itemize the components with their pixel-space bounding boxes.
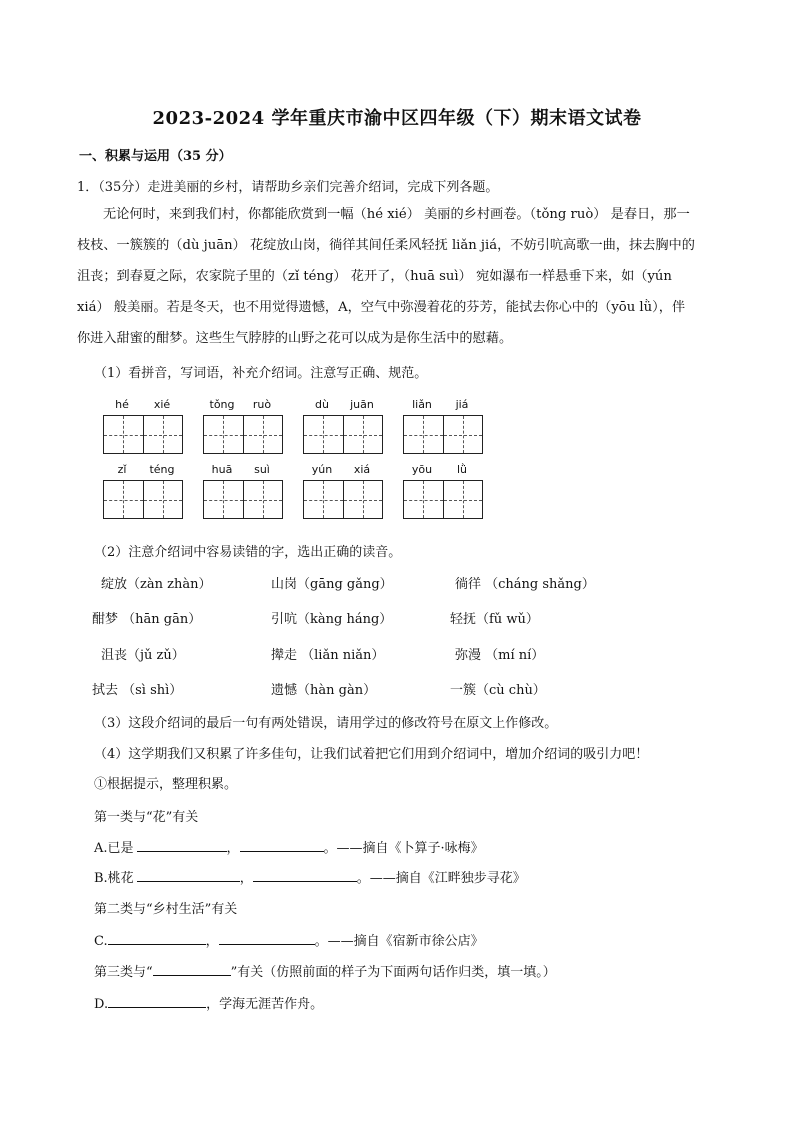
fill-line-a xyxy=(94,837,484,856)
section-heading: 一、积累与运用（35 分） xyxy=(79,149,232,164)
answer-blank[interactable] xyxy=(240,839,324,852)
category-1: 第一类与“花”有关 xyxy=(94,810,199,825)
separator: ， xyxy=(239,871,253,886)
pinyin-syllable: suì xyxy=(254,463,270,476)
pinyin-syllable: tǒng xyxy=(209,398,235,411)
pinyin-syllable: huā xyxy=(211,463,233,476)
separator: ， xyxy=(205,934,219,949)
answer-blank[interactable] xyxy=(137,839,227,852)
pinyin-syllable: yōu xyxy=(411,463,433,476)
pinyin-syllable: liǎn xyxy=(412,398,432,411)
sub-question-4-1: ①根据提示，整理积累。 xyxy=(94,777,238,792)
pinyin-syllable: hé xyxy=(115,398,129,411)
pinyin-grid xyxy=(403,398,483,452)
writing-grid[interactable] xyxy=(103,480,183,519)
reading-option[interactable]: 一簇（cù chù） xyxy=(450,683,546,698)
reading-option[interactable]: 弥漫 （mí ní） xyxy=(455,648,545,663)
answer-blank[interactable] xyxy=(137,869,240,882)
sub-question-2: （2）注意介绍词中容易读错的字，选出正确的读音。 xyxy=(94,545,402,560)
line-prefix: A.已是 xyxy=(94,841,134,856)
page-title: 2023-2024 学年重庆市渝中区四年级（下）期末语文试卷 xyxy=(152,108,642,129)
writing-grid[interactable] xyxy=(203,415,283,454)
reading-option[interactable]: 沮丧（jǔ zǔ） xyxy=(101,648,185,663)
passage-line: 枝枝、一簇簇的（dù juān） 花绽放山岗，徜徉其间任柔风轻抚 liǎn jiá，不妨引吭高歌一曲，抹去胸中的 xyxy=(77,238,695,253)
pinyin-syllable: zǐ xyxy=(117,463,127,476)
writing-grid[interactable] xyxy=(303,480,383,519)
pinyin-syllable: lǜ xyxy=(456,463,468,476)
fill-line-d xyxy=(94,993,323,1012)
pinyin-grid xyxy=(303,398,383,452)
pinyin-grid xyxy=(303,463,383,517)
line-prefix: D. xyxy=(94,997,109,1012)
reading-option[interactable]: 山岗（gāng gǎng） xyxy=(271,577,393,592)
pinyin-syllable: dù xyxy=(315,398,329,411)
line-suffix: 。——摘自《宿新市徐公店》 xyxy=(314,934,484,949)
reading-option[interactable]: 引吭（kàng háng） xyxy=(271,612,393,627)
answer-blank[interactable] xyxy=(108,995,206,1008)
passage-line: xiá） 般美丽。若是冬天，也不用觉得遗憾，A，空气中弥漫着花的芬芳，能拭去你心中的（yōu lǜ），伴 xyxy=(77,300,686,315)
fill-line-c xyxy=(94,930,484,949)
pinyin-syllable: yún xyxy=(311,463,333,476)
answer-blank[interactable] xyxy=(153,963,231,976)
sub-question-3: （3）这段介绍词的最后一句有两处错误，请用学过的修改符号在原文上作修改。 xyxy=(94,716,558,731)
line-prefix: C. xyxy=(94,934,108,949)
line-suffix: 。——摘自《江畔独步寻花》 xyxy=(356,871,526,886)
pinyin-syllable: jiá xyxy=(455,398,469,411)
writing-grid[interactable] xyxy=(103,415,183,454)
sub-question-1: （1）看拼音，写词语，补充介绍词。注意写正确、规范。 xyxy=(94,366,428,381)
answer-blank[interactable] xyxy=(108,932,206,945)
pinyin-grid xyxy=(103,398,183,452)
passage-line: 你进入甜蜜的酣梦。这些生气脖脖的山野之花可以成为是你生活中的慰藉。 xyxy=(77,331,513,346)
answer-blank[interactable] xyxy=(219,932,315,945)
reading-option[interactable]: 拭去 （sì shì） xyxy=(92,683,183,698)
writing-grid[interactable] xyxy=(203,480,283,519)
pinyin-grid xyxy=(403,463,483,517)
line-suffix: ”有关（仿照前面的样子为下面两句话作归类，填一填。） xyxy=(230,965,556,980)
sub-question-4: （4）这学期我们又积累了许多佳句，让我们试着把它们用到介绍词中，增加介绍词的吸引力吧！ xyxy=(94,747,649,762)
writing-grid[interactable] xyxy=(403,415,483,454)
pinyin-grid xyxy=(203,398,283,452)
passage-line: 无论何时，来到我们村，你都能欣赏到一幅（hé xié） 美丽的乡村画卷。（tǒng ruò） 是春日，那一 xyxy=(103,207,690,222)
writing-grid[interactable] xyxy=(403,480,483,519)
answer-blank[interactable] xyxy=(253,869,357,882)
reading-option[interactable]: 遗憾（hàn gàn） xyxy=(271,683,377,698)
separator: ， xyxy=(226,841,240,856)
writing-grid[interactable] xyxy=(303,415,383,454)
pinyin-grid xyxy=(203,463,283,517)
pinyin-syllable: juān xyxy=(350,398,374,411)
pinyin-grid xyxy=(103,463,183,517)
reading-option[interactable]: 绽放（zàn zhàn） xyxy=(101,577,212,592)
question-stem: 1．（35分）走进美丽的乡村，请帮助乡亲们完善介绍词，完成下列各题。 xyxy=(77,180,499,195)
reading-option[interactable]: 轻抚（fǔ wǔ） xyxy=(450,612,539,627)
fill-line-b xyxy=(94,867,526,886)
pinyin-syllable: ruò xyxy=(252,398,272,411)
category-3 xyxy=(94,961,556,980)
pinyin-syllable: téng xyxy=(149,463,175,476)
line-prefix: B.桃花 xyxy=(94,871,134,886)
reading-option[interactable]: 徜徉 （cháng shǎng） xyxy=(455,577,595,592)
reading-option[interactable]: 撵走 （liǎn niǎn） xyxy=(271,648,385,663)
reading-option[interactable]: 酣梦 （hān gān） xyxy=(92,612,202,627)
line-prefix: 第三类与“ xyxy=(94,965,153,980)
category-2: 第二类与“乡村生活”有关 xyxy=(94,902,238,917)
pinyin-syllable: xié xyxy=(153,398,171,411)
passage-line: 沮丧；到春夏之际，农家院子里的（zǐ téng） 花开了，（huā suì） 宛如瀑布一样悬垂下来，如（yún xyxy=(77,269,672,284)
pinyin-syllable: xiá xyxy=(353,463,371,476)
line-suffix: ，学海无涯苦作舟。 xyxy=(206,997,324,1012)
passage xyxy=(77,199,718,354)
line-suffix: 。——摘自《卜算子·咏梅》 xyxy=(323,841,484,856)
